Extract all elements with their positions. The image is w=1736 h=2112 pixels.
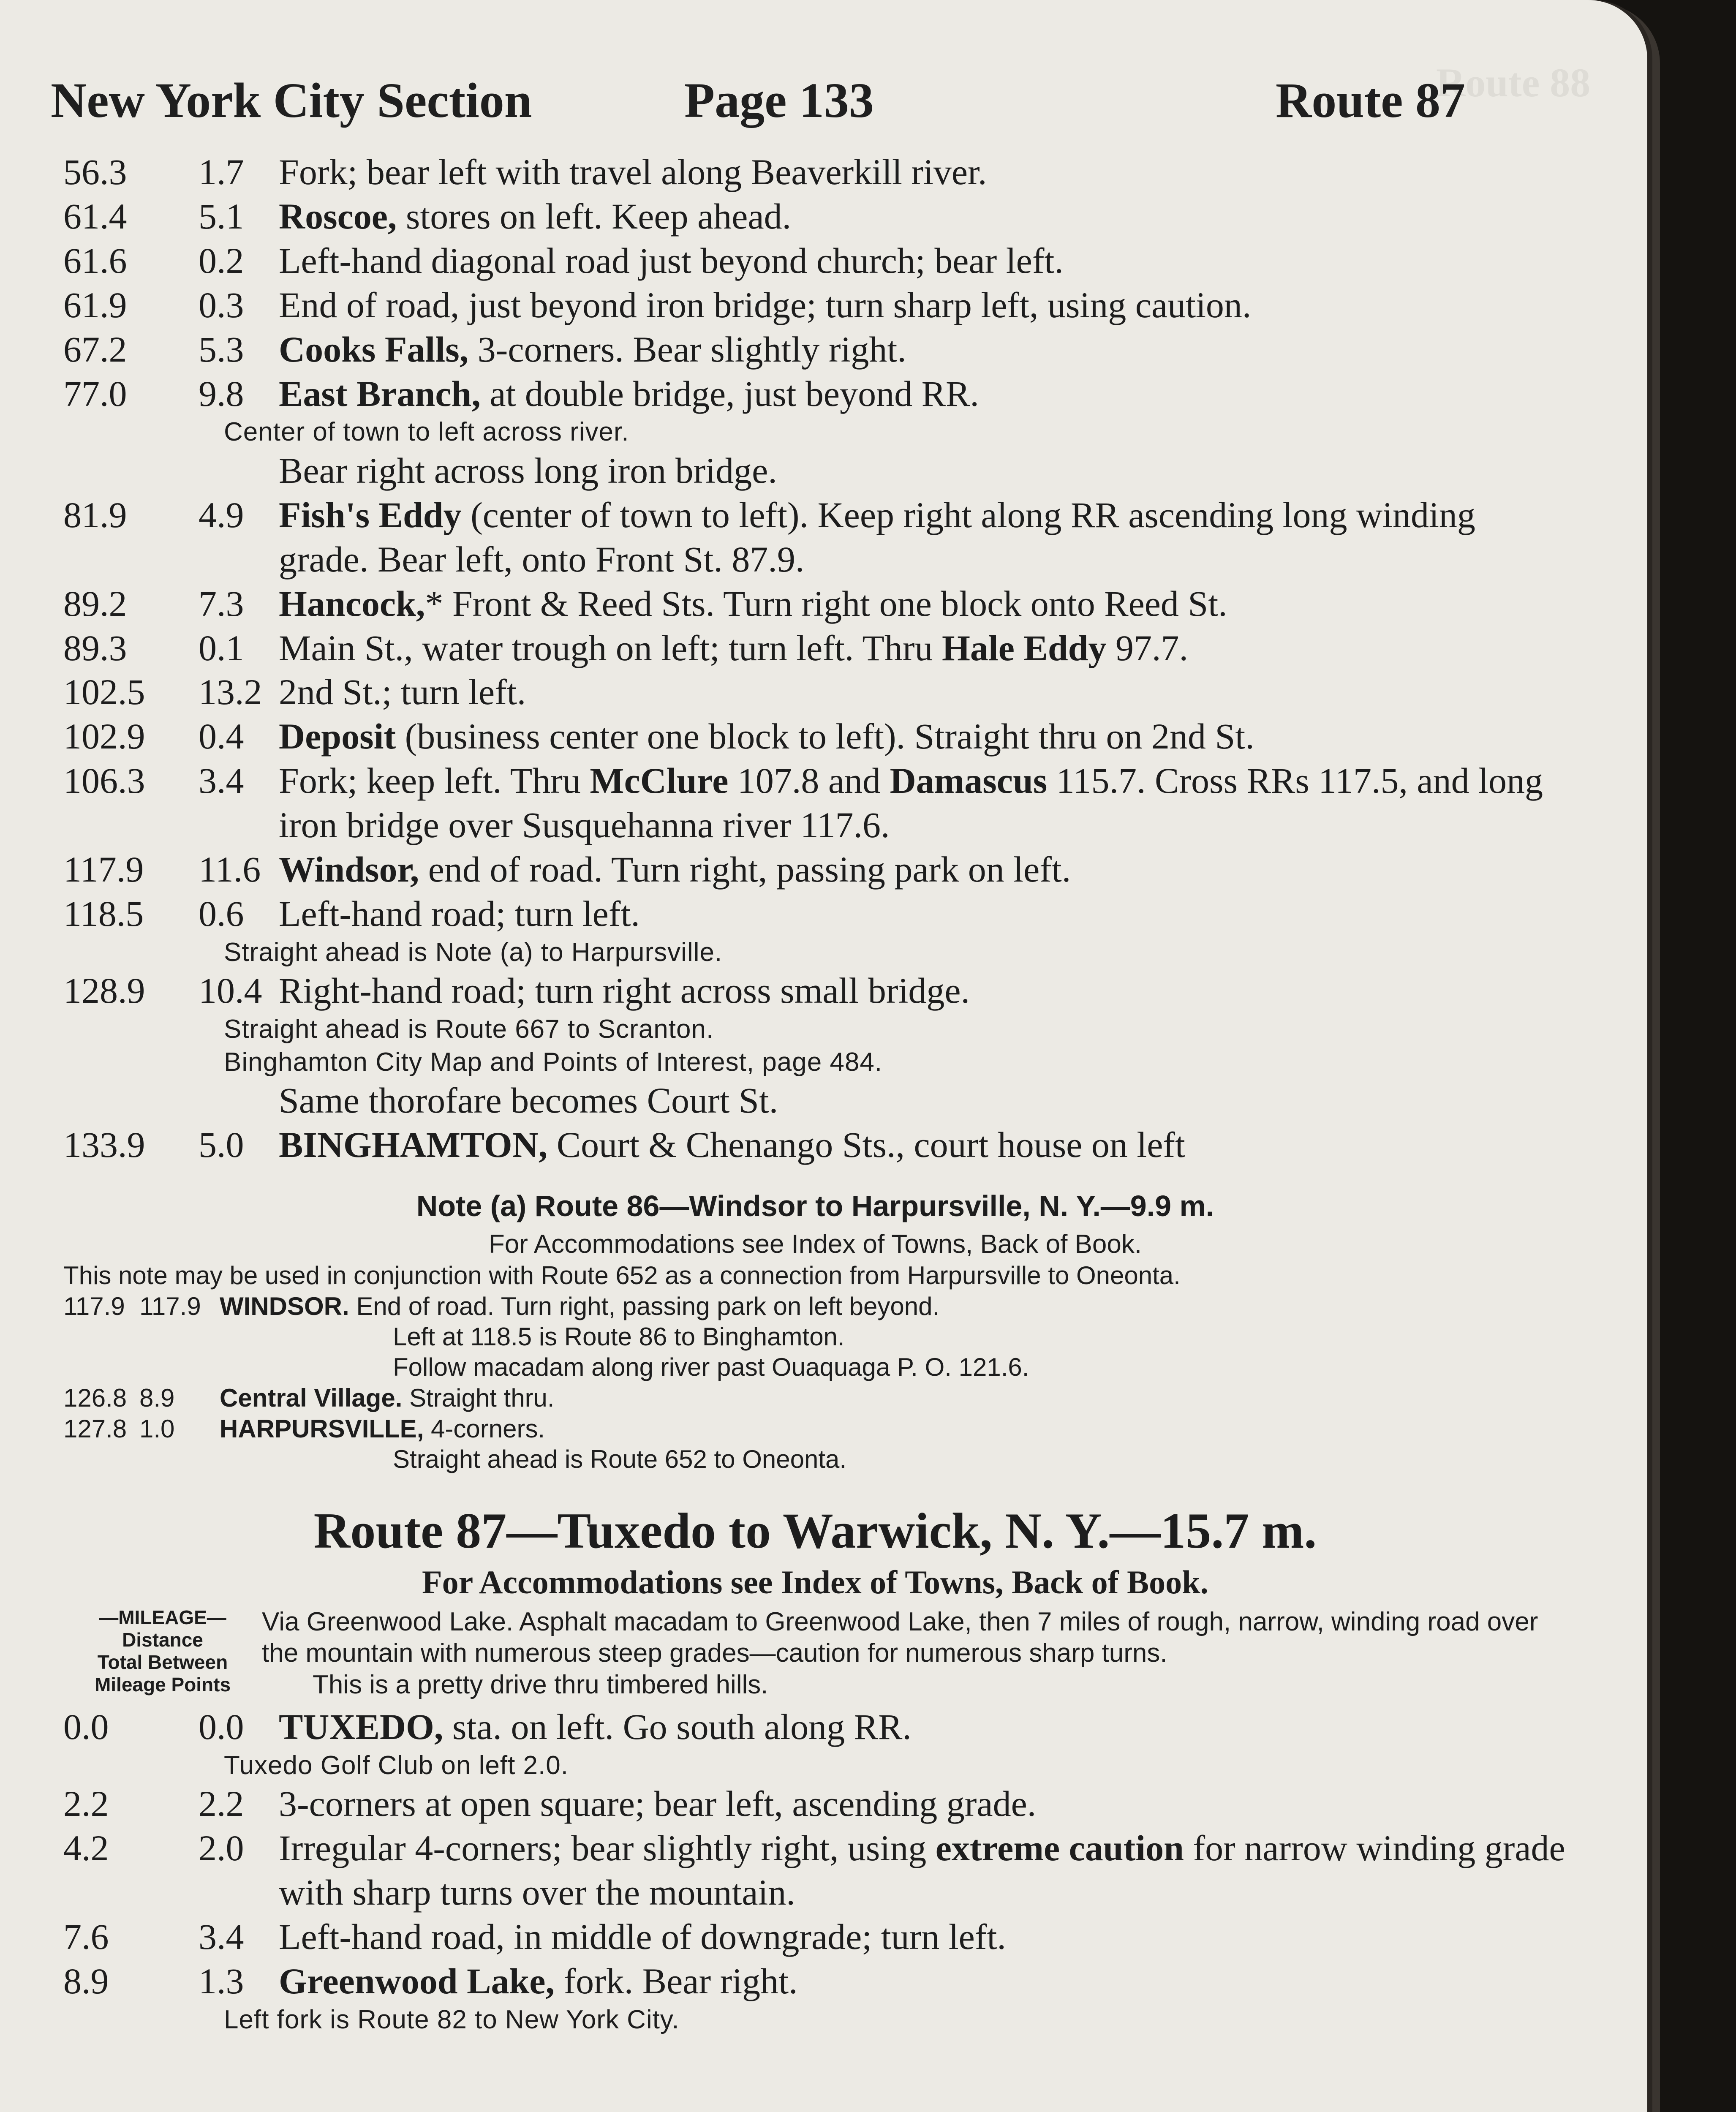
step-distance: 0.2 (199, 240, 244, 281)
step-instruction: 3-corners at open square; bear left, ascending grade. (279, 1783, 1037, 1824)
place-name: Hale Eddy (942, 627, 1107, 668)
mileage-header-line: Mileage Points (94, 1673, 231, 1696)
step-note: Center of town to left across river. (224, 417, 629, 447)
step-distance: 3.4 (199, 760, 244, 801)
total-mileage: 7.6 (63, 1916, 109, 1957)
route-step (63, 892, 1567, 936)
step-text (279, 1123, 1567, 1167)
step-text (279, 239, 1567, 283)
step-distance: 9.8 (199, 373, 244, 414)
place-name: Central Village. (220, 1383, 403, 1412)
page-number: Page 133 (684, 73, 874, 128)
step-instruction: Left-hand road, in middle of downgrade; turn left. (279, 1916, 1006, 1957)
total-mileage: 2.2 (63, 1783, 109, 1824)
route-remark: This is a pretty drive thru timbered hills. (313, 1670, 768, 1699)
step-note: Left at 118.5 is Route 86 to Binghamton. (393, 1322, 845, 1351)
step-text (220, 1383, 1567, 1413)
route-step (63, 1915, 1567, 1959)
step-text (279, 847, 1567, 892)
total-mileage: 117.9 (63, 849, 144, 890)
place-name: Hancock, (279, 583, 425, 624)
step-text (220, 1413, 1567, 1444)
step-text (279, 759, 1567, 847)
step-instruction: * Front & Reed Sts. Turn right one block onto Reed St. (425, 583, 1227, 624)
step-instruction: (business center one block to left). Straight thru on 2nd St. (396, 716, 1254, 757)
step-distance: 5.0 (199, 1124, 244, 1165)
step-instruction: Right-hand road; turn right across small bridge. (279, 970, 970, 1011)
route-86-rows (63, 150, 1567, 1167)
route-step (63, 1123, 1567, 1167)
route-step (63, 194, 1567, 239)
step-text (279, 626, 1567, 670)
place-name: Damascus (890, 760, 1048, 801)
step-instruction: End of road, just beyond iron bridge; turn sharp left, using caution. (279, 284, 1252, 325)
step-instruction: 115.7. Cross RRs 117.5, and long iron bridge over Susquehanna river 117.6. (279, 760, 1543, 846)
route-log (63, 150, 1567, 2036)
step-distance: 117.9 (139, 1292, 201, 1320)
section-title: New York City Section (51, 73, 532, 128)
mileage-header-line: —MILEAGE— (99, 1606, 226, 1628)
route-87-rows (63, 1705, 1567, 2036)
step-text (279, 1915, 1567, 1959)
step-distance: 2.2 (199, 1783, 244, 1824)
mileage-header-line: Total Between (97, 1651, 228, 1673)
route-step (63, 493, 1567, 582)
step-text (279, 714, 1567, 759)
total-mileage: 89.3 (63, 627, 127, 668)
step-distance: 0.1 (199, 627, 244, 668)
route-description: Via Greenwood Lake. Asphalt macadam to Greenwood Lake, then 7 miles of rough, narrow, winding road over the mountain with numerous steep grades—caution for numerous sharp turns. (262, 1607, 1538, 1668)
route-step (63, 969, 1567, 1013)
step-distance: 1.3 (199, 1961, 244, 2002)
total-mileage: 118.5 (63, 893, 144, 934)
step-instruction: 4-corners. (424, 1415, 545, 1443)
step-note: Tuxedo Golf Club on left 2.0. (224, 1750, 569, 1780)
step-note: Straight ahead is Note (a) to Harpursville. (224, 937, 723, 967)
step-instruction: 2nd St.; turn left. (279, 672, 526, 713)
route-step (63, 239, 1567, 283)
step-distance: 5.1 (199, 196, 244, 237)
route-step (63, 847, 1567, 892)
step-instruction: for narrow winding grade with sharp turns over the mountain. (279, 1828, 1565, 1913)
total-mileage: 126.8 (63, 1383, 127, 1412)
step-instruction: sta. on left. Go south along RR. (443, 1706, 912, 1747)
step-instruction: 97.7. (1106, 627, 1188, 668)
route-step (63, 1705, 1567, 1749)
step-distance: 5.3 (199, 329, 244, 370)
step-text (279, 493, 1567, 582)
step-text (279, 327, 1567, 372)
step-instruction: End of road. Turn right, passing park on left beyond. (349, 1292, 940, 1320)
route-step (63, 670, 1567, 714)
route-step (63, 582, 1567, 626)
total-mileage: 89.2 (63, 583, 127, 624)
place-name: Greenwood Lake, (279, 1961, 555, 2002)
total-mileage: 8.9 (63, 1961, 109, 2002)
place-name: Fish's Eddy (279, 494, 462, 535)
route-number: Route 87 (1276, 73, 1466, 128)
place-name: Cooks Falls, (279, 329, 469, 370)
step-text (279, 1959, 1567, 2003)
step-text (279, 582, 1567, 626)
note-step (63, 1291, 1567, 1322)
step-instruction: Straight thru. (402, 1383, 555, 1412)
step-note: Follow macadam along river past Ouaquaga P. O. 121.6. (393, 1353, 1029, 1381)
step-text (279, 1705, 1567, 1749)
route-step (63, 1959, 1567, 2003)
step-text (279, 372, 1567, 416)
step-note: Straight ahead is Route 652 to Oneonta. (393, 1445, 847, 1474)
step-distance: 1.7 (199, 152, 244, 192)
total-mileage: 102.9 (63, 716, 145, 757)
route-step (63, 1782, 1567, 1826)
step-instruction: fork. Bear right. (554, 1961, 798, 2002)
step-instruction: end of road. Turn right, passing park on left. (419, 849, 1071, 890)
route-87-title: Route 87—Tuxedo to Warwick, N. Y.—15.7 m. (313, 1502, 1317, 1559)
step-instruction: Fork; keep left. Thru (279, 760, 590, 801)
step-instruction: Left-hand road; turn left. (279, 893, 640, 934)
place-name: Roscoe, (279, 196, 397, 237)
route-step (63, 327, 1567, 372)
route-87-intro (63, 1606, 1567, 1701)
note-step (63, 1413, 1567, 1444)
route-step (63, 150, 1567, 194)
mileage-header (63, 1606, 262, 1701)
step-distance: 10.4 (199, 970, 262, 1011)
route-step (63, 759, 1567, 847)
total-mileage: 127.8 (63, 1415, 127, 1443)
step-distance: 2.0 (199, 1828, 244, 1869)
step-instruction: 107.8 and (728, 760, 890, 801)
place-name: Deposit (279, 716, 396, 757)
total-mileage: 128.9 (63, 970, 145, 1011)
step-distance: 11.6 (199, 849, 261, 890)
total-mileage: 61.6 (63, 240, 127, 281)
total-mileage: 106.3 (63, 760, 145, 801)
step-instruction: Main St., water trough on left; turn left. Thru (279, 627, 942, 668)
step-instruction: 3-corners. Bear slightly right. (468, 329, 906, 370)
place-name: East Branch, (279, 373, 481, 414)
step-note: Binghamton City Map and Points of Interest, page 484. (224, 1047, 883, 1077)
step-instruction: Irregular 4-corners; bear slightly right, using (279, 1828, 936, 1869)
step-distance: 0.0 (199, 1706, 244, 1747)
total-mileage: 67.2 (63, 329, 127, 370)
place-name: WINDSOR. (220, 1292, 349, 1320)
total-mileage: 133.9 (63, 1124, 145, 1165)
step-distance: 0.6 (199, 893, 244, 934)
step-text (279, 1782, 1567, 1826)
total-mileage: 117.9 (63, 1292, 125, 1320)
note-accommodations: For Accommodations see Index of Towns, Back of Book. (488, 1230, 1142, 1259)
step-instruction: Left-hand diagonal road just beyond church; bear left. (279, 240, 1064, 281)
step-distance: 7.3 (199, 583, 244, 624)
step-text (279, 283, 1567, 327)
step-distance: 13.2 (199, 672, 262, 713)
place-name: BINGHAMTON, (279, 1124, 548, 1165)
total-mileage: 56.3 (63, 152, 127, 192)
step-distance: 4.9 (199, 494, 244, 535)
place-name: TUXEDO, (279, 1706, 444, 1747)
step-instruction: (center of town to left). Keep right along RR ascending long winding grade. Bear left, onto Front St. 87.9. (279, 494, 1475, 580)
route-step (63, 372, 1567, 416)
note-intro: This note may be used in conjunction with Route 652 as a connection from Harpursville to Oneonta. (63, 1261, 1181, 1290)
step-text (279, 969, 1567, 1013)
route-87-accommodations: For Accommodations see Index of Towns, Back of Book. (422, 1563, 1209, 1600)
total-mileage: 0.0 (63, 1706, 109, 1747)
step-text (279, 150, 1567, 194)
route-step (63, 1826, 1567, 1915)
step-text (220, 1291, 1567, 1322)
step-text (279, 194, 1567, 239)
place-name: extreme caution (935, 1828, 1184, 1869)
mileage-header-line: Distance (122, 1628, 203, 1651)
total-mileage: 61.9 (63, 284, 127, 325)
total-mileage: 61.4 (63, 196, 127, 237)
total-mileage: 77.0 (63, 373, 127, 414)
step-distance: 0.4 (199, 716, 244, 757)
step-distance: 0.3 (199, 284, 244, 325)
total-mileage: 102.5 (63, 672, 145, 713)
route-step (63, 283, 1567, 327)
route-step (63, 626, 1567, 670)
route-step (63, 714, 1567, 759)
place-name: Windsor, (279, 849, 419, 890)
place-name: HARPURSVILLE, (220, 1415, 424, 1443)
step-instruction: Court & Chenango Sts., court house on left (547, 1124, 1185, 1165)
step-text (279, 892, 1567, 936)
step-instruction: Fork; bear left with travel along Beaverkill river. (279, 152, 987, 192)
total-mileage: 4.2 (63, 1828, 109, 1869)
note-rows (63, 1291, 1567, 1475)
step-text (279, 1826, 1567, 1915)
bleed-through-text: Route 88 (1436, 60, 1591, 105)
note-step (63, 1383, 1567, 1413)
step-text (279, 670, 1567, 714)
step-note: Straight ahead is Route 667 to Scranton. (224, 1015, 714, 1044)
step-distance: 3.4 (199, 1916, 244, 1957)
step-note: Left fork is Route 82 to New York City. (224, 2005, 680, 2034)
place-name: McClure (590, 760, 729, 801)
step-continuation: Same thorofare becomes Court St. (279, 1080, 778, 1121)
step-instruction: at double bridge, just beyond RR. (480, 373, 979, 414)
step-distance: 1.0 (139, 1415, 175, 1443)
total-mileage: 81.9 (63, 494, 127, 535)
step-distance: 8.9 (139, 1383, 175, 1412)
step-continuation: Bear right across long iron bridge. (279, 450, 777, 491)
note-title: Note (a) Route 86—Windsor to Harpursville, N. Y.—9.9 m. (416, 1189, 1214, 1223)
step-instruction: stores on left. Keep ahead. (397, 196, 792, 237)
